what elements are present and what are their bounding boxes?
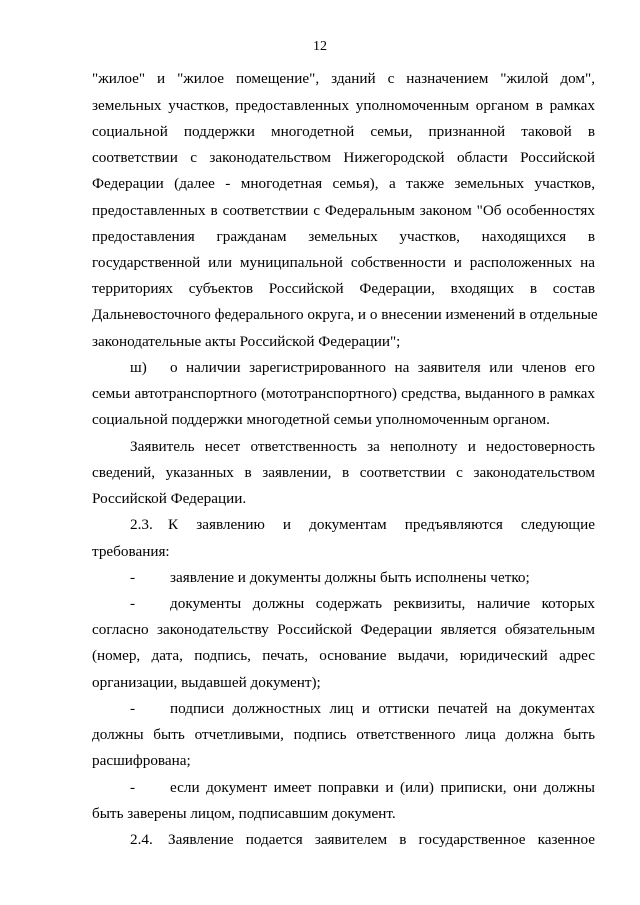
bullet-dash: - xyxy=(130,779,136,796)
section-2-3-heading xyxy=(130,514,595,535)
text-line: организации, выдавшей документ); xyxy=(92,674,321,691)
text-line: Заявление подается заявителем в государственное казенное xyxy=(168,831,595,848)
text-line: быть заверены лицом, подписавшим документ. xyxy=(92,805,396,822)
text-line: законодательные акты Российской Федерации"; xyxy=(92,333,401,350)
text-line: (номер, дата, подпись, печать, основание выдачи, юридический адрес xyxy=(92,647,595,664)
text-line: о наличии зарегистрированного на заявителя или членов его xyxy=(170,359,595,376)
section-number: 2.3. xyxy=(130,516,153,533)
text-line: земельных участков, предоставленных уполномоченным органом в рамках xyxy=(92,97,595,114)
text-line: если документ имеет поправки и (или) приписки, они должны xyxy=(170,779,595,796)
section-2-4-heading xyxy=(130,829,595,850)
page-number: 12 xyxy=(313,39,327,54)
bullet-item xyxy=(130,777,595,798)
text-line: К заявлению и документам предъявляются следующие xyxy=(168,516,595,533)
text-line: согласно законодательству Российской Федерации является обязательным xyxy=(92,621,595,638)
text-line: территориях субъектов Российской Федерации, входящих в состав xyxy=(92,280,595,297)
text-line: социальной поддержки многодетной семьи уполномоченным органом. xyxy=(92,411,550,428)
text-line: семьи автотранспортного (мототранспортного) средства, выданного в рамках xyxy=(92,385,595,402)
text-line: заявление и документы должны быть исполнены четко; xyxy=(170,569,530,586)
text-line: Федерации (далее - многодетная семья), а также земельных участков, xyxy=(92,175,595,192)
text-line: государственной или муниципальной собственности и расположенных на xyxy=(92,254,595,271)
text-line: "жилое" и "жилое помещение", зданий с назначением "жилой дом", xyxy=(92,70,595,87)
text-line: предоставления гражданам земельных участков, находящихся в xyxy=(92,228,595,245)
bullet-dash: - xyxy=(130,569,136,586)
list-item-sh xyxy=(130,357,595,378)
bullet-dash: - xyxy=(130,700,136,717)
bullet-item xyxy=(130,593,595,614)
text-line: Российской Федерации. xyxy=(92,490,247,507)
text-line: Дальневосточного федерального округа, и о внесении изменений в отдельные xyxy=(92,306,598,323)
text-line: должны быть отчетливыми, подпись ответственного лица должна быть xyxy=(92,726,595,743)
text-line: предоставленных в соответствии с Федеральным законом "Об особенностях xyxy=(92,202,595,219)
text-line: сведений, указанных в заявлении, в соответствии с законодательством xyxy=(92,464,595,481)
text-line: расшифрована; xyxy=(92,752,191,769)
bullet-item xyxy=(130,567,595,588)
text-line: документы должны содержать реквизиты, наличие которых xyxy=(170,595,595,612)
bullet-dash: - xyxy=(130,595,136,612)
section-number: 2.4. xyxy=(130,831,153,848)
list-marker: ш) xyxy=(130,359,147,376)
text-line: подписи должностных лиц и оттиски печатей на документах xyxy=(170,700,595,717)
text-line: соответствии с законодательством Нижегородской области Российской xyxy=(92,149,595,166)
paragraph-line: Заявитель несет ответственность за неполноту и недостоверность xyxy=(130,438,595,455)
bullet-item xyxy=(130,698,595,719)
text-line: социальной поддержки многодетной семьи, признанной таковой в xyxy=(92,123,595,140)
text-line: требования: xyxy=(92,543,170,560)
